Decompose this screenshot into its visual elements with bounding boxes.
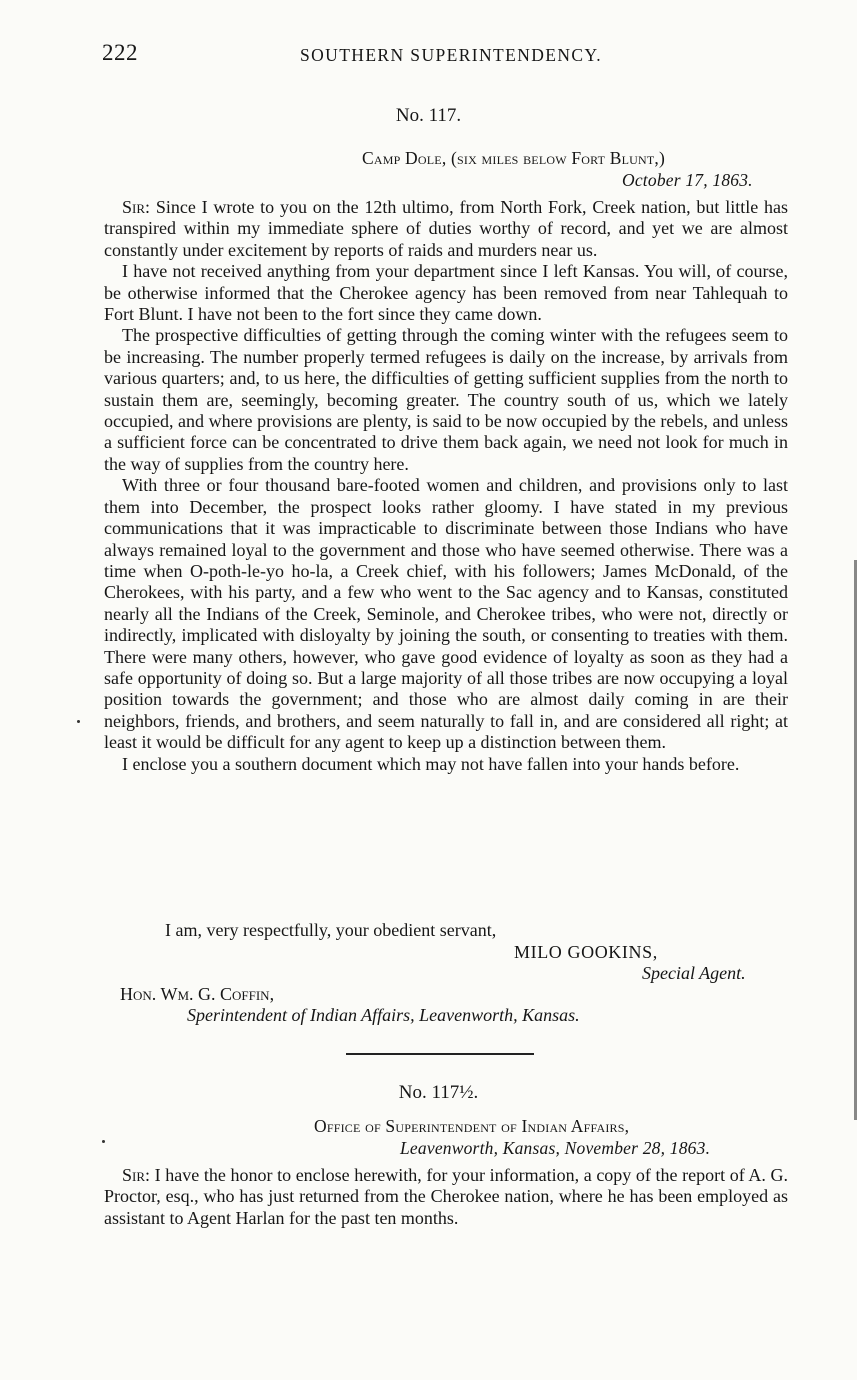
signer-title: Special Agent.	[642, 963, 746, 983]
ink-speck	[77, 720, 80, 723]
section-divider	[346, 1053, 534, 1055]
paragraph: Sir: Since I wrote to you on the 12th ultimo, from North Fork, Creek nation, but little has transpired within my immediate sphere of duties worthy of record, and yet we are almost constantly under excitement by reports of raids and murders near us.	[104, 197, 788, 260]
paragraph: I enclose you a southern document which may not have fallen into your hands before.	[122, 753, 740, 774]
dateline-office: Office of Superintendent of Indian Affairs,	[314, 1116, 630, 1136]
letter-body	[104, 197, 788, 775]
paragraph: Sir: I have the honor to enclose herewith, for your information, a copy of the report of A. G. Proctor, esq., who has just returned from the Cherokee nation, where he has been employed as assistant to Agent Harlan for the past ten months.	[104, 1165, 788, 1228]
dateline-place-date: Leavenworth, Kansas, November 28, 1863.	[400, 1138, 711, 1158]
paragraph: The prospective difficulties of getting through the coming winter with the refugees seem to be increasing. The number properly termed refugees is daily on the increase, by arrivals from various quarters; and, to us here, the difficulties of getting sufficient supplies from the north to sustain them are, seemingly, becoming greater. The country south of us, which we lately occupied, and where provisions are plenty, is said to be now occupied by the rebels, and unless a sufficient force can be concentrated to drive them back again, we need not look for much in the way of supplies from the country here.	[104, 325, 788, 474]
dateline-date: October 17, 1863.	[622, 170, 753, 190]
letter-body	[104, 1165, 788, 1229]
salutation: Sir:	[122, 197, 151, 217]
ink-speck	[102, 1140, 105, 1143]
salutation: Sir:	[122, 1165, 151, 1185]
page-number: 222	[102, 40, 138, 65]
running-head: SOUTHERN SUPERINTENDENCY.	[300, 45, 603, 65]
closing-line: I am, very respectfully, your obedient servant,	[165, 920, 497, 940]
document-number: No. 117½.	[398, 1082, 479, 1103]
addressee-title: Sperintendent of Indian Affairs, Leavenworth, Kansas.	[187, 1005, 580, 1025]
document-number: No. 117.	[395, 105, 462, 126]
paragraph: I have not received anything from your department since I left Kansas. You will, of course, be otherwise informed that the Cherokee agency has been removed from near Tahlequah to Fort Blunt. I have not been to the fort since they came down.	[104, 261, 788, 325]
paragraph: With three or four thousand bare-footed women and children, and provisions only to last them into December, the prospect looks rather gloomy. I have stated in my previous communications that it was impracticable to discriminate between those Indians who have always remained loyal to the government and those who have seemed otherwise. There was a time when O-poth-le-yo ho-la, a Creek chief, with his followers; James McDonald, of the Cherokees, with his party, and a few who went to the Sac agency and to Kansas, constituted nearly all the Indians of the Creek, Seminole, and Cherokee tribes, who were not, directly or indirectly, implicated with disloyalty by joining the south, or consenting to treaties with them. There were many others, however, who gave good evidence of loyalty as soon as they had a safe opportunity of doing so. But a large majority of all those tribes are now occupying a loyal position towards the government; and those who are almost daily coming in are their neighbors, friends, and brothers, and seem naturally to fall in, and are considered all right; at least it would be difficult for any agent to keep up a distinction between them.	[104, 475, 788, 753]
dateline-place: Camp Dole, (six miles below Fort Blunt,)	[362, 148, 665, 168]
addressee-name: Hon. Wm. G. Coffin,	[120, 984, 275, 1004]
signature: MILO GOOKINS,	[514, 942, 658, 962]
